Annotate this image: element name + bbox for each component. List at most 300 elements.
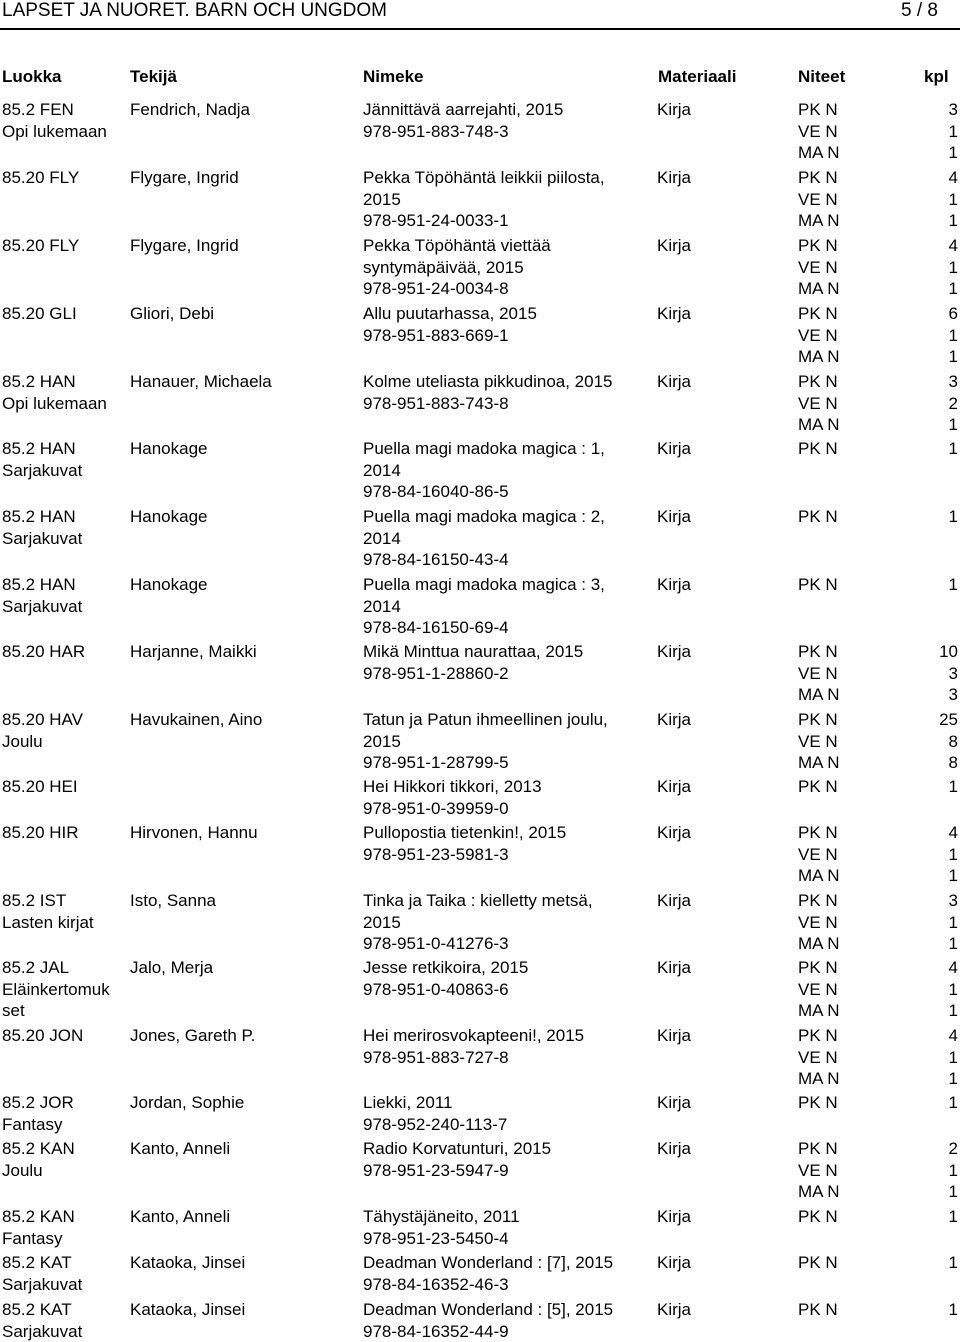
- entry-notes-line: PK N: [798, 100, 838, 119]
- entry-notes: [798, 1138, 840, 1203]
- entry-notes-line: PK N: [798, 1093, 838, 1112]
- entry-material: [657, 1299, 691, 1321]
- entry-author-line: Harjanne, Maikki: [130, 642, 257, 661]
- entry-title-line: 978-951-0-40863-6: [363, 979, 509, 999]
- entry-notes-line: PK N: [798, 1253, 838, 1272]
- entry-class-line: 85.2 JOR: [2, 1093, 74, 1112]
- entry-class-line: 85.20 HAR: [2, 642, 86, 661]
- entry-qty-line: 25: [939, 710, 958, 729]
- entry-class-line: Eläinkertomuk: [2, 979, 110, 999]
- entry-notes-line: MA N: [798, 1001, 840, 1021]
- entry-qty: [900, 776, 958, 798]
- entry-qty-line: 4: [948, 236, 958, 255]
- entry-notes: [798, 957, 840, 1022]
- entry-title-line: 978-951-883-669-1: [363, 325, 509, 345]
- entry-qty-line: 4: [948, 1026, 958, 1045]
- entry-author: [130, 1252, 245, 1274]
- entry-title-line: 2014: [363, 596, 401, 616]
- entry-class: [2, 641, 85, 663]
- entry-qty-line: 4: [948, 168, 958, 187]
- entry-title: [363, 1252, 613, 1295]
- entry-class-line: 85.20 HIR: [2, 823, 79, 842]
- entry-notes-line: PK N: [798, 304, 838, 323]
- entry-qty-line: 3: [948, 891, 958, 910]
- entry-qty-line: 8: [948, 753, 958, 773]
- entry-material: [657, 506, 691, 528]
- entry-title-line: 2014: [363, 528, 401, 548]
- entry-qty-line: 3: [948, 685, 958, 705]
- entry-class: [2, 506, 82, 549]
- entry-title: [363, 303, 537, 346]
- entry-notes: [798, 890, 840, 955]
- entry-title-line: Puella magi madoka magica : 2,: [363, 507, 605, 526]
- entry-class-line: Fantasy: [2, 1114, 63, 1134]
- entry-title-line: Tatun ja Patun ihmeellinen joulu,: [363, 710, 608, 729]
- entry-notes: [798, 1252, 838, 1274]
- entry-class-line: 85.20 HAV: [2, 710, 83, 729]
- entry-notes-line: MA N: [798, 211, 840, 231]
- entry-material-line: Kirja: [657, 891, 692, 910]
- entry-class-line: 85.20 GLI: [2, 304, 77, 323]
- entry-title: [363, 1206, 520, 1249]
- entry-notes-line: PK N: [798, 168, 838, 187]
- entry-title-line: Allu puutarhassa, 2015: [363, 304, 537, 323]
- entry-title-line: 978-84-16150-69-4: [363, 618, 509, 638]
- entry-material: [657, 574, 691, 596]
- entry-notes: [798, 574, 838, 596]
- entry-qty-line: 3: [948, 663, 958, 683]
- entry-notes-line: VE N: [798, 663, 838, 683]
- entry-title: [363, 167, 605, 232]
- entry-title-line: 978-951-883-748-3: [363, 121, 509, 141]
- entry-class-line: Sarjakuvat: [2, 460, 83, 480]
- entry-author-line: Kataoka, Jinsei: [130, 1300, 246, 1319]
- entry-class-line: 85.2 HAN: [2, 575, 76, 594]
- entry-notes-line: MA N: [798, 1069, 840, 1089]
- entry-class: [2, 1206, 75, 1249]
- entry-class-line: Sarjakuvat: [2, 1321, 83, 1341]
- entry-notes-line: VE N: [798, 189, 838, 209]
- entry-qty-line: 2: [948, 1139, 958, 1158]
- entry-material-line: Kirja: [657, 1093, 692, 1112]
- entry-qty-line: 1: [948, 1182, 958, 1202]
- entry-class-line: Joulu: [2, 731, 43, 751]
- entry-author-line: Hanokage: [130, 575, 208, 594]
- entry-qty-line: 1: [948, 979, 958, 999]
- entry-class: [2, 822, 79, 844]
- entry-notes-line: MA N: [798, 753, 840, 773]
- entry-title: [363, 506, 605, 571]
- entry-notes-line: PK N: [798, 1139, 838, 1158]
- entry-title-line: Radio Korvatunturi, 2015: [363, 1139, 552, 1158]
- entry-material-line: Kirja: [657, 1139, 692, 1158]
- entry-notes-line: MA N: [798, 279, 840, 299]
- entry-qty: [900, 438, 958, 460]
- page-title: LAPSET JA NUORET. BARN OCH UNGDOM: [2, 0, 387, 21]
- entry-author: [130, 574, 208, 596]
- entry-class-line: 85.2 HAN: [2, 439, 76, 458]
- entry-qty-line: 1: [948, 1253, 958, 1272]
- entry-class: [2, 957, 110, 1022]
- entry-material: [657, 1252, 691, 1274]
- entry-title-line: 978-951-1-28860-2: [363, 663, 509, 683]
- entry-author-line: Isto, Sanna: [130, 891, 217, 910]
- entry-class-line: 85.2 KAT: [2, 1253, 72, 1272]
- entry-title-line: 978-951-0-39959-0: [363, 798, 509, 818]
- entry-class-line: Lasten kirjat: [2, 912, 94, 932]
- entry-title-line: 978-951-0-41276-3: [363, 934, 509, 954]
- entry-class-line: Opi lukemaan: [2, 121, 107, 141]
- entry-material-line: Kirja: [657, 575, 692, 594]
- entry-title-line: Jännittävä aarrejahti, 2015: [363, 100, 564, 119]
- entry-notes-line: MA N: [798, 143, 840, 163]
- entry-title: [363, 1092, 507, 1135]
- entry-notes-line: PK N: [798, 236, 838, 255]
- entry-qty-line: 2: [948, 393, 958, 413]
- entry-material-line: Kirja: [657, 958, 692, 977]
- entry-class-line: 85.2 FEN: [2, 100, 74, 119]
- entry-material-line: Kirja: [657, 1300, 692, 1319]
- entry-material: [657, 438, 691, 460]
- entry-qty-line: 3: [948, 372, 958, 391]
- entry-title: [363, 371, 613, 414]
- entry-class-line: 85.2 HAN: [2, 372, 76, 391]
- entry-notes-line: VE N: [798, 979, 838, 999]
- entry-title-line: Pekka Töpöhäntä viettää: [363, 236, 551, 255]
- entry-notes-line: MA N: [798, 934, 840, 954]
- entry-class: [2, 890, 94, 933]
- entry-class-line: 85.20 HEI: [2, 777, 78, 796]
- entry-title-line: 2015: [363, 731, 401, 751]
- entry-title-line: 2014: [363, 460, 401, 480]
- entry-notes-line: PK N: [798, 891, 838, 910]
- entry-qty: [900, 506, 958, 528]
- entry-material-line: Kirja: [657, 439, 692, 458]
- entry-title-line: 978-84-16150-43-4: [363, 550, 509, 570]
- entry-title-line: Liekki, 2011: [363, 1093, 453, 1112]
- entry-title-line: Hei Hikkori tikkori, 2013: [363, 777, 542, 796]
- entry-title-line: Puella magi madoka magica : 3,: [363, 575, 605, 594]
- entry-title-line: Deadman Wonderland : [5], 2015: [363, 1300, 614, 1319]
- entry-material: [657, 99, 691, 121]
- entry-notes: [798, 438, 838, 460]
- entry-author-line: Jordan, Sophie: [130, 1093, 245, 1112]
- entry-author: [130, 1299, 245, 1321]
- entry-notes-line: PK N: [798, 1300, 838, 1319]
- entry-author: [130, 167, 239, 189]
- entry-qty-line: 1: [948, 844, 958, 864]
- entry-author-line: Jalo, Merja: [130, 958, 214, 977]
- entry-qty-line: 1: [948, 934, 958, 954]
- entry-qty-line: 1: [948, 257, 958, 277]
- entry-title-line: 978-951-883-743-8: [363, 393, 509, 413]
- entry-title-line: Kolme uteliasta pikkudinoa, 2015: [363, 372, 613, 391]
- entry-notes-line: PK N: [798, 1207, 838, 1226]
- entry-title: [363, 1299, 613, 1342]
- entry-title-line: 978-951-1-28799-5: [363, 753, 509, 773]
- entry-title: [363, 890, 593, 955]
- entry-class-line: 85.20 JON: [2, 1026, 84, 1045]
- entry-notes-line: PK N: [798, 642, 838, 661]
- entry-qty-line: 1: [948, 1160, 958, 1180]
- entry-material: [657, 890, 691, 912]
- entry-author: [130, 1092, 244, 1114]
- entry-class-line: set: [2, 1001, 25, 1021]
- entry-notes-line: PK N: [798, 1026, 838, 1045]
- entry-material-line: Kirja: [657, 100, 692, 119]
- entry-qty-line: 4: [948, 823, 958, 842]
- entry-qty-line: 1: [948, 575, 958, 594]
- entry-qty-line: 1: [948, 121, 958, 141]
- entry-material: [657, 167, 691, 189]
- entry-title-line: 978-951-23-5450-4: [363, 1228, 509, 1248]
- entry-material-line: Kirja: [657, 372, 692, 391]
- entry-notes: [798, 235, 840, 300]
- entry-qty: [900, 574, 958, 596]
- entry-notes: [798, 1025, 840, 1090]
- entry-author: [130, 506, 208, 528]
- entry-author-line: Kataoka, Jinsei: [130, 1253, 246, 1272]
- entry-author: [130, 1025, 255, 1047]
- entry-notes: [798, 303, 840, 368]
- entry-author: [130, 890, 216, 912]
- entry-title-line: 978-951-24-0033-1: [363, 211, 509, 231]
- entry-material-line: Kirja: [657, 1253, 692, 1272]
- entry-notes-line: PK N: [798, 575, 838, 594]
- entry-material: [657, 957, 691, 979]
- entry-title-line: 978-951-23-5981-3: [363, 844, 509, 864]
- entry-notes: [798, 371, 840, 436]
- entry-author-line: Kanto, Anneli: [130, 1207, 231, 1226]
- entry-title-line: 2015: [363, 189, 401, 209]
- entry-class: [2, 574, 82, 617]
- entry-notes-line: VE N: [798, 912, 838, 932]
- entry-class-line: Fantasy: [2, 1228, 63, 1248]
- entry-title-line: Deadman Wonderland : [7], 2015: [363, 1253, 614, 1272]
- entry-notes-line: MA N: [798, 866, 840, 886]
- entry-qty: [900, 303, 958, 368]
- entry-class-line: 85.2 HAN: [2, 507, 76, 526]
- entry-material-line: Kirja: [657, 642, 692, 661]
- entry-title: [363, 709, 608, 774]
- entry-notes: [798, 506, 838, 528]
- entry-class: [2, 776, 78, 798]
- entry-notes-line: PK N: [798, 958, 838, 977]
- entry-class-line: Sarjakuvat: [2, 528, 83, 548]
- entry-material: [657, 303, 691, 325]
- entry-author-line: Hirvonen, Hannu: [130, 823, 258, 842]
- entry-qty-line: 1: [948, 325, 958, 345]
- entry-title-line: 978-84-16352-46-3: [363, 1274, 509, 1294]
- entry-notes-line: PK N: [798, 710, 838, 729]
- entry-qty-line: 1: [948, 1207, 958, 1226]
- entry-class-line: 85.2 JAL: [2, 958, 70, 977]
- entry-class-line: 85.2 KAT: [2, 1300, 72, 1319]
- column-header-qty: kpl: [924, 67, 949, 86]
- entry-title-line: 978-951-23-5947-9: [363, 1160, 509, 1180]
- entry-title: [363, 641, 583, 684]
- entry-title: [363, 574, 605, 639]
- entry-title-line: syntymäpäivää, 2015: [363, 257, 524, 277]
- entry-title: [363, 957, 528, 1000]
- entry-notes-line: VE N: [798, 393, 838, 413]
- entry-author: [130, 438, 208, 460]
- entry-material-line: Kirja: [657, 1026, 692, 1045]
- entry-title: [363, 1025, 584, 1068]
- entry-title-line: 2015: [363, 912, 401, 932]
- entry-qty: [900, 822, 958, 887]
- entry-notes: [798, 167, 840, 232]
- entry-author-line: Hanokage: [130, 439, 208, 458]
- entry-author-line: Hanokage: [130, 507, 208, 526]
- page-number: 5 / 8: [901, 0, 938, 21]
- entry-notes: [798, 822, 840, 887]
- column-header-author: Tekijä: [130, 67, 177, 86]
- entry-title-line: Tinka ja Taika : kielletty metsä,: [363, 891, 593, 910]
- entry-class-line: Joulu: [2, 1160, 43, 1180]
- entry-class: [2, 1252, 82, 1295]
- entry-material: [657, 1138, 691, 1160]
- entry-author: [130, 303, 214, 325]
- entry-title: [363, 235, 551, 300]
- entry-qty: [900, 1252, 958, 1274]
- entry-qty-line: 4: [948, 958, 958, 977]
- entry-class: [2, 1138, 75, 1181]
- entry-notes: [798, 1299, 838, 1321]
- entry-material-line: Kirja: [657, 304, 692, 323]
- entry-qty: [900, 235, 958, 300]
- entry-author-line: Jones, Gareth P.: [130, 1026, 256, 1045]
- entry-notes-line: PK N: [798, 372, 838, 391]
- entry-qty-line: 10: [939, 642, 958, 661]
- entry-class-line: 85.20 FLY: [2, 168, 80, 187]
- entry-class: [2, 167, 79, 189]
- entry-title: [363, 822, 566, 865]
- entry-author: [130, 99, 250, 121]
- entry-class-line: 85.20 FLY: [2, 236, 80, 255]
- entry-class-line: Opi lukemaan: [2, 393, 107, 413]
- entry-notes-line: MA N: [798, 1182, 840, 1202]
- entry-class: [2, 709, 83, 752]
- entry-material-line: Kirja: [657, 168, 692, 187]
- entry-author-line: Hanauer, Michaela: [130, 372, 272, 391]
- entry-material-line: Kirja: [657, 507, 692, 526]
- entry-title-line: Mikä Minttua naurattaa, 2015: [363, 642, 584, 661]
- entry-title: [363, 438, 605, 503]
- entry-notes: [798, 1092, 838, 1114]
- entry-author-line: Flygare, Ingrid: [130, 168, 239, 187]
- entry-class: [2, 1025, 83, 1047]
- entry-class: [2, 99, 107, 142]
- entry-qty-line: 1: [948, 912, 958, 932]
- entry-qty-line: 1: [948, 507, 958, 526]
- entry-qty-line: 1: [948, 866, 958, 886]
- entry-qty-line: 1: [948, 1069, 958, 1089]
- entry-qty: [900, 99, 958, 164]
- entry-author-line: Gliori, Debi: [130, 304, 215, 323]
- entry-qty: [900, 167, 958, 232]
- entry-material-line: Kirja: [657, 710, 692, 729]
- entry-qty-line: 1: [948, 1047, 958, 1067]
- entry-class: [2, 303, 77, 325]
- entry-class: [2, 235, 79, 257]
- entry-author-line: Havukainen, Aino: [130, 710, 263, 729]
- entry-qty-line: 1: [948, 1300, 958, 1319]
- entry-qty-line: 8: [948, 731, 958, 751]
- entry-material: [657, 1025, 691, 1047]
- entry-qty-line: 1: [948, 439, 958, 458]
- entry-author-line: Kanto, Anneli: [130, 1139, 231, 1158]
- entry-qty: [900, 890, 958, 955]
- entry-class-line: Sarjakuvat: [2, 1274, 83, 1294]
- entry-notes-line: VE N: [798, 1047, 838, 1067]
- entry-notes: [798, 641, 840, 706]
- entry-material: [657, 1206, 691, 1228]
- entry-notes-line: VE N: [798, 121, 838, 141]
- entry-notes-line: MA N: [798, 685, 840, 705]
- entry-qty-line: 1: [948, 279, 958, 299]
- entry-material-line: Kirja: [657, 823, 692, 842]
- entry-material-line: Kirja: [657, 777, 692, 796]
- entry-author: [130, 641, 257, 663]
- entry-qty: [900, 1299, 958, 1321]
- entry-title-line: 978-952-240-113-7: [363, 1114, 508, 1134]
- entry-material: [657, 776, 691, 798]
- entry-qty-line: 3: [948, 100, 958, 119]
- entry-notes-line: VE N: [798, 257, 838, 277]
- entry-title-line: Pekka Töpöhäntä leikkii piilosta,: [363, 168, 605, 187]
- entry-notes: [798, 709, 840, 774]
- entry-material: [657, 641, 691, 663]
- entry-notes-line: VE N: [798, 325, 838, 345]
- entry-material: [657, 709, 691, 731]
- column-header-material: Materiaali: [658, 67, 737, 86]
- entry-author: [130, 822, 258, 844]
- entry-material: [657, 371, 691, 393]
- entry-author: [130, 1138, 230, 1160]
- column-header-notes: Niteet: [798, 67, 846, 86]
- entry-material: [657, 822, 691, 844]
- entry-qty-line: 1: [948, 1093, 958, 1112]
- entry-title-line: 978-951-24-0034-8: [363, 279, 509, 299]
- entry-notes-line: PK N: [798, 439, 838, 458]
- entry-material: [657, 1092, 691, 1114]
- entry-notes-line: VE N: [798, 844, 838, 864]
- entry-qty: [900, 1025, 958, 1090]
- entry-title: [363, 1138, 551, 1181]
- entry-qty: [900, 1092, 958, 1114]
- column-header-class: Luokka: [2, 67, 62, 86]
- entry-notes-line: PK N: [798, 507, 838, 526]
- entry-notes-line: VE N: [798, 731, 838, 751]
- entry-class: [2, 1092, 74, 1135]
- entry-notes-line: PK N: [798, 777, 838, 796]
- entry-qty: [900, 371, 958, 436]
- entry-title-line: Pullopostia tietenkin!, 2015: [363, 823, 567, 842]
- entry-class-line: Sarjakuvat: [2, 596, 83, 616]
- entry-author-line: Fendrich, Nadja: [130, 100, 251, 119]
- entry-class-line: 85.2 KAN: [2, 1139, 75, 1158]
- entry-qty-line: 1: [948, 777, 958, 796]
- entry-notes: [798, 99, 840, 164]
- entry-qty-line: 6: [948, 304, 958, 323]
- entry-author: [130, 709, 262, 731]
- entry-qty: [900, 1206, 958, 1228]
- entry-title: [363, 99, 563, 142]
- entry-notes-line: MA N: [798, 415, 840, 435]
- entry-qty-line: 1: [948, 1001, 958, 1021]
- entry-notes-line: VE N: [798, 1160, 838, 1180]
